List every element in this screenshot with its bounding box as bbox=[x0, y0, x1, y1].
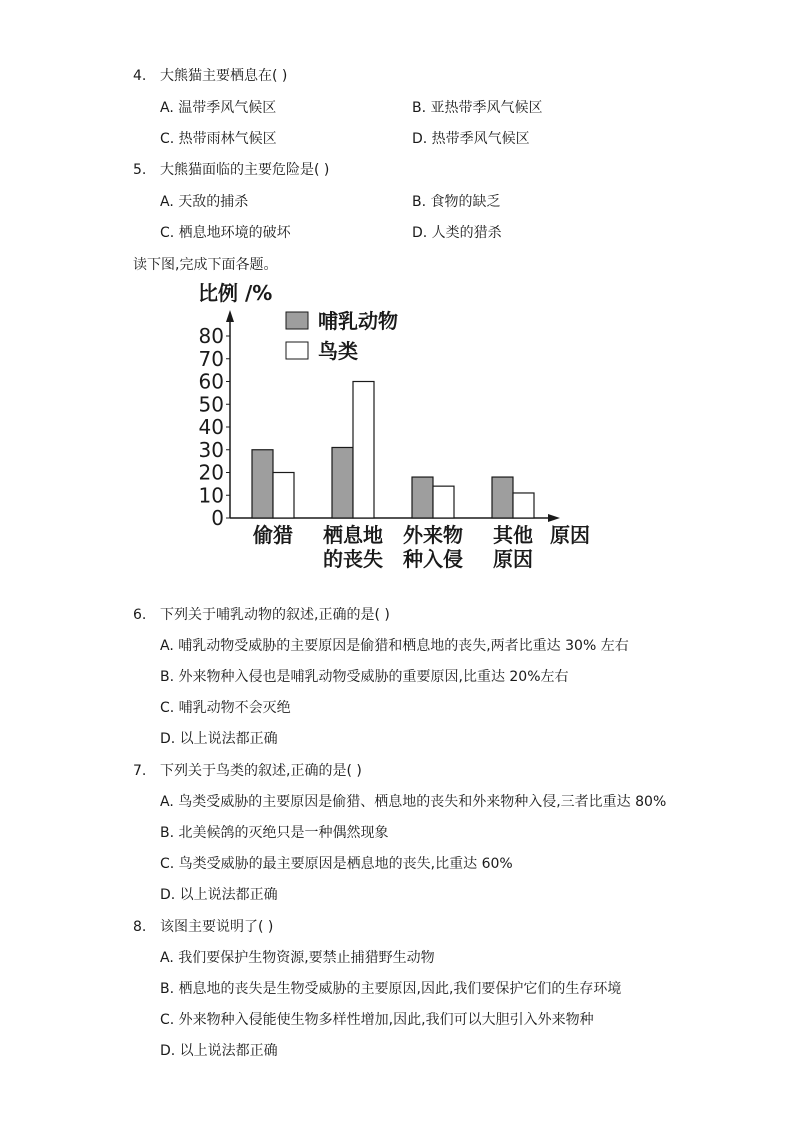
bar-mammals bbox=[492, 477, 513, 518]
q5-option-d[interactable]: D. 人类的猎杀 bbox=[412, 225, 502, 241]
y-tick-label: 0 bbox=[211, 506, 224, 530]
bar-mammals bbox=[412, 477, 433, 518]
question-4-stem: 大熊猫主要栖息在( ) bbox=[160, 68, 288, 84]
chart-instruction: 读下图,完成下面各题。 bbox=[133, 257, 278, 273]
q6-option-c[interactable]: C. 哺乳动物不会灭绝 bbox=[160, 700, 291, 716]
legend-label-mammals: 哺乳动物 bbox=[318, 309, 398, 333]
q7-option-d[interactable]: D. 以上说法都正确 bbox=[160, 887, 278, 903]
bar-birds bbox=[353, 382, 374, 519]
q7-option-a[interactable]: A. 鸟类受威胁的主要原因是偷猎、栖息地的丧失和外来物种入侵,三者比重达 80% bbox=[160, 794, 667, 810]
y-tick-label: 10 bbox=[198, 483, 224, 508]
x-axis-arrow bbox=[548, 514, 560, 522]
threat-causes-bar-chart bbox=[190, 278, 610, 578]
category-label: 其他 bbox=[493, 523, 533, 547]
question-7-stem: 下列关于鸟类的叙述,正确的是( ) bbox=[160, 763, 362, 779]
question-7-number: 7. bbox=[133, 763, 147, 779]
legend-swatch-birds bbox=[286, 342, 308, 359]
bar-mammals bbox=[332, 447, 353, 518]
legend-label-birds: 鸟类 bbox=[318, 339, 358, 363]
bar-birds bbox=[273, 473, 294, 519]
bar-birds bbox=[433, 486, 454, 518]
y-axis-label: 比例 /% bbox=[198, 281, 273, 305]
category-label: 外来物 bbox=[403, 523, 463, 547]
category-label: 原因 bbox=[493, 547, 533, 571]
y-tick-label: 20 bbox=[198, 460, 224, 485]
q6-option-d[interactable]: D. 以上说法都正确 bbox=[160, 731, 278, 747]
q4-option-b[interactable]: B. 亚热带季风气候区 bbox=[412, 100, 543, 116]
y-axis-arrow bbox=[226, 310, 234, 322]
y-tick-label: 50 bbox=[198, 392, 224, 417]
q6-option-b[interactable]: B. 外来物种入侵也是哺乳动物受威胁的重要原因,比重达 20%左右 bbox=[160, 669, 569, 685]
y-tick-label: 30 bbox=[198, 437, 224, 462]
q8-option-d[interactable]: D. 以上说法都正确 bbox=[160, 1043, 278, 1059]
q5-option-a[interactable]: A. 天敌的捕杀 bbox=[160, 194, 249, 210]
q5-option-c[interactable]: C. 栖息地环境的破坏 bbox=[160, 225, 291, 241]
question-5-stem: 大熊猫面临的主要危险是( ) bbox=[160, 162, 330, 178]
q5-option-b[interactable]: B. 食物的缺乏 bbox=[412, 194, 501, 210]
legend bbox=[286, 309, 398, 363]
question-6-stem: 下列关于哺乳动物的叙述,正确的是( ) bbox=[160, 607, 390, 623]
question-8-number: 8. bbox=[133, 919, 147, 935]
bars bbox=[252, 382, 534, 519]
category-label: 的丧失 bbox=[323, 547, 383, 571]
q6-option-a[interactable]: A. 哺乳动物受威胁的主要原因是偷猎和栖息地的丧失,两者比重达 30% 左右 bbox=[160, 638, 629, 654]
y-tick-label: 70 bbox=[198, 346, 224, 371]
y-tick-label: 40 bbox=[198, 415, 224, 439]
q7-option-b[interactable]: B. 北美候鸽的灭绝只是一种偶然现象 bbox=[160, 825, 389, 841]
question-8-stem: 该图主要说明了( ) bbox=[160, 919, 274, 935]
q8-option-b[interactable]: B. 栖息地的丧失是生物受威胁的主要原因,因此,我们要保护它们的生存环境 bbox=[160, 981, 622, 997]
bar-mammals bbox=[252, 450, 273, 518]
category-labels bbox=[252, 523, 533, 571]
question-5-number: 5. bbox=[133, 162, 147, 178]
category-label: 种入侵 bbox=[403, 547, 463, 571]
category-label: 偷猎 bbox=[253, 523, 293, 547]
y-axis-ticks bbox=[199, 324, 230, 530]
legend-swatch-mammals bbox=[286, 312, 308, 329]
y-tick-label: 60 bbox=[198, 369, 224, 394]
question-6-number: 6. bbox=[133, 607, 147, 623]
q8-option-c[interactable]: C. 外来物种入侵能使生物多样性增加,因此,我们可以大胆引入外来物种 bbox=[160, 1012, 594, 1028]
x-axis-label: 原因 bbox=[550, 523, 590, 547]
q4-option-c[interactable]: C. 热带雨林气候区 bbox=[160, 131, 277, 147]
q4-option-d[interactable]: D. 热带季风气候区 bbox=[412, 131, 530, 147]
y-tick-label: 80 bbox=[198, 324, 224, 348]
question-4-number: 4. bbox=[133, 68, 147, 84]
q7-option-c[interactable]: C. 鸟类受威胁的最主要原因是栖息地的丧失,比重达 60% bbox=[160, 856, 513, 872]
q4-option-a[interactable]: A. 温带季风气候区 bbox=[160, 100, 277, 116]
q8-option-a[interactable]: A. 我们要保护生物资源,要禁止捕猎野生动物 bbox=[160, 950, 435, 966]
category-label: 栖息地 bbox=[323, 523, 383, 547]
bar-birds bbox=[513, 493, 534, 518]
